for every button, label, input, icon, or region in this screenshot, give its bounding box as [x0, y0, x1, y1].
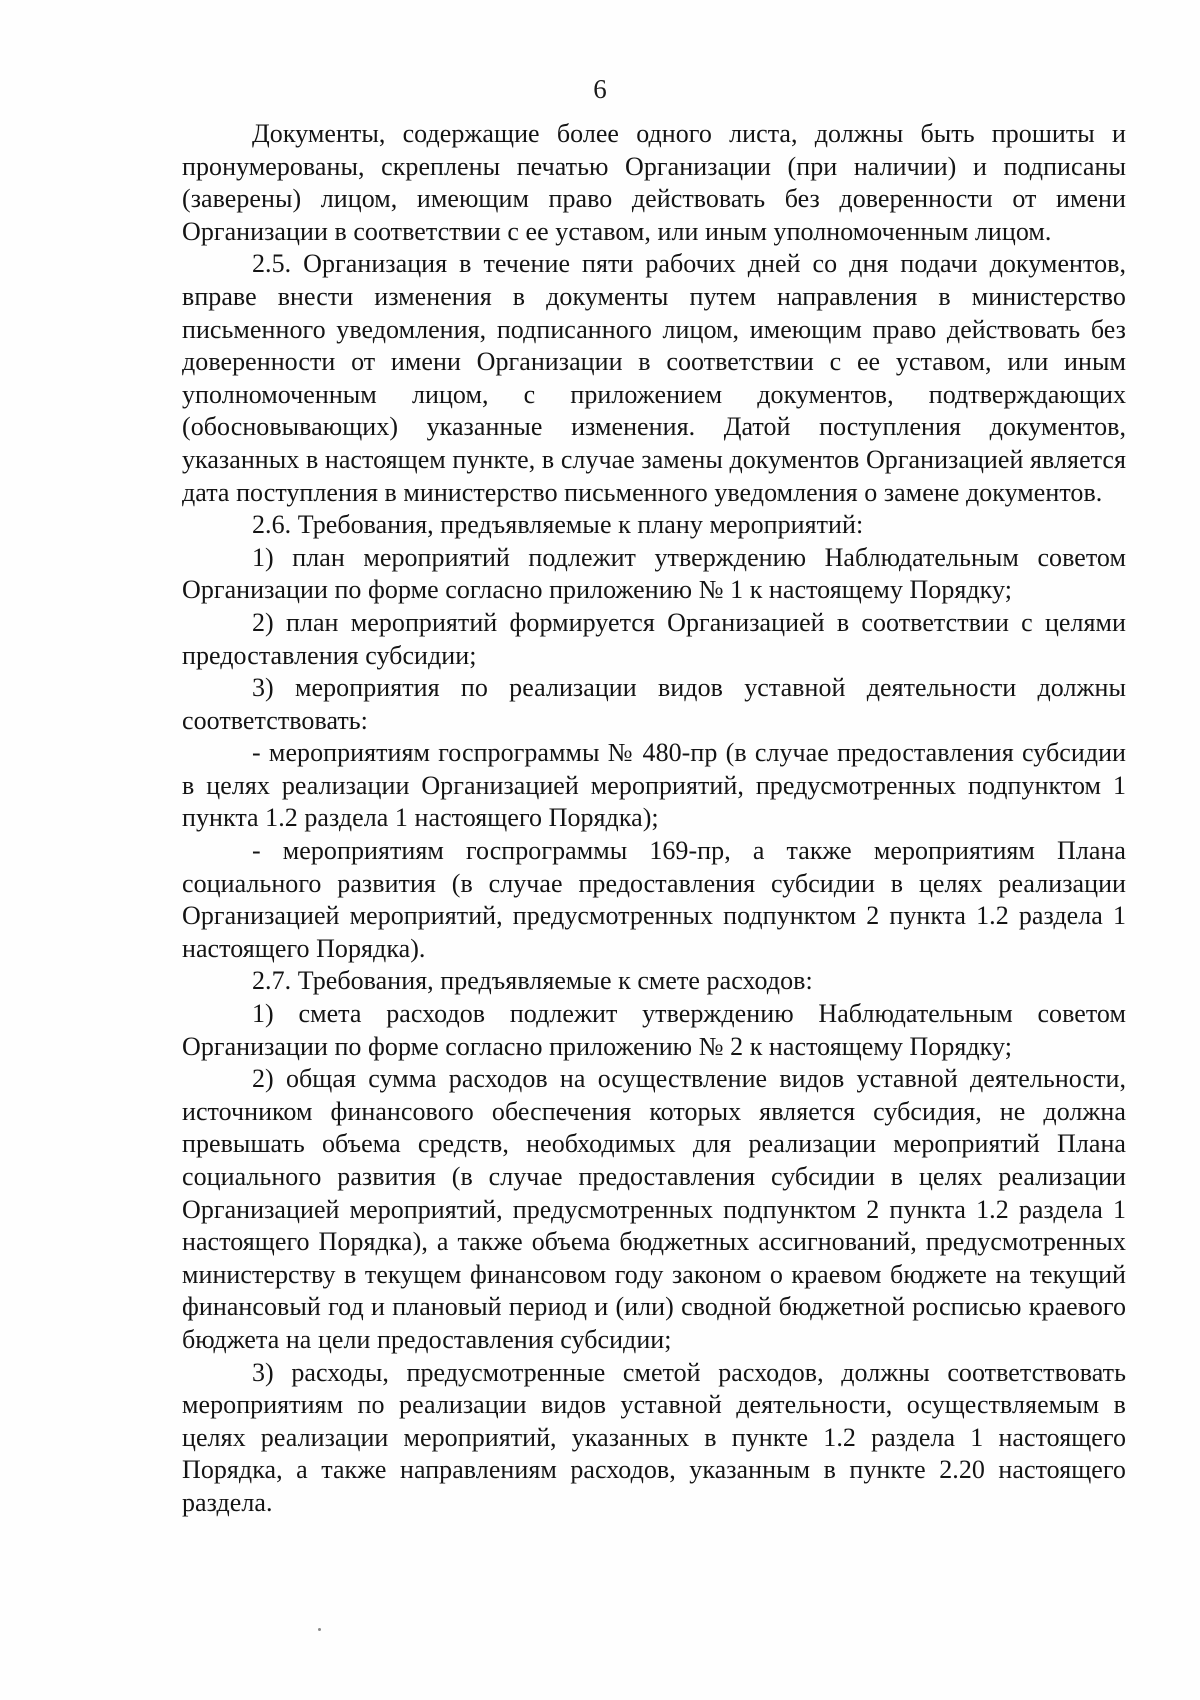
document-body — [182, 118, 1126, 1520]
page-number: 6 — [593, 74, 607, 104]
paragraph-2-7-heading: 2.7. Требования, предъявляемые к смете расходов: — [252, 966, 813, 996]
paragraph-2-5: 2.5. Организация в течение пяти рабочих дней со дня подачи документов, вправе внести изменения в документы путем направления в министерство письменного уведомления, подписанного лицом, имеющим право действовать без доверенности от имени Организации в соответствии с ее уставом, или иным уполномоченным лицом, с приложением документов, подтверждающих (обосновывающих) указанные изменения. Датой поступления документов, указанных в настоящем пункте, в случае замены документов Организацией является дата поступления в министерство письменного уведомления о замене документов. — [182, 249, 1126, 507]
paragraph-2-7-item-2: 2) общая сумма расходов на осуществление видов уставной деятельности, источником финансового обеспечения которых является субсидия, не должна превышать объема средств, необходимых для реализации мероприятий Плана социального развития (в случае предоставления субсидии в целях реализации Организацией мероприятий, предусмотренных подпунктом 2 пункта 1.2 раздела 1 настоящего Порядка), а также объема бюджетных ассигнований, предусмотренных министерству в текущем финансовом году законом о краевом бюджете на текущий финансовый год и плановый период и (или) сводной бюджетной росписью краевого бюджета на цели предоставления субсидии; — [182, 1064, 1126, 1354]
paragraph-2-7-item-3: 3) расходы, предусмотренные сметой расходов, должны соответствовать мероприятиям по реализации видов уставной деятельности, осуществляемым в целях реализации мероприятий, указанных в пункте 1.2 раздела 1 настоящего Порядка, а также направлениям расходов, указанным в пункте 2.20 настоящего раздела. — [182, 1357, 1126, 1517]
paragraph-documents-binding: Документы, содержащие более одного листа, должны быть прошиты и пронумерованы, скреплены печатью Организации (при наличии) и подписаны (заверены) лицом, имеющим право действовать без доверенности от имени Организации в соответствии с ее уставом, или иным уполномоченным лицом. — [182, 119, 1126, 246]
paragraph-2-6-item-3-dash-1: - мероприятиям госпрограммы № 480-пр (в случае предоставления субсидии в целях реализации Организацией мероприятий, предусмотренных подпунктом 1 пункта 1.2 раздела 1 настоящего Порядка); — [182, 738, 1126, 833]
paragraph-2-6-item-1: 1) план мероприятий подлежит утверждению Наблюдательным советом Организации по форме согласно приложению № 1 к настоящему Порядку; — [182, 542, 1126, 605]
paragraph-2-6-heading: 2.6. Требования, предъявляемые к плану мероприятий: — [252, 510, 864, 540]
paragraph-2-6-item-3: 3) мероприятия по реализации видов уставной деятельности должны соответствовать: — [182, 673, 1126, 735]
paragraph-2-6-item-2: 2) план мероприятий формируется Организацией в соответствии с целями предоставления субсидии; — [182, 607, 1126, 670]
paragraph-2-6-item-3-dash-2: - мероприятиям госпрограммы 169-пр, а также мероприятиям Плана социального развития (в случае предоставления субсидии в целях реализации Организацией мероприятий, предусмотренных подпунктом 2 пункта 1.2 раздела 1 настоящего Порядка). — [182, 836, 1126, 963]
scan-speck — [318, 1628, 321, 1631]
paragraph-2-7-item-1: 1) смета расходов подлежит утверждению Наблюдательным советом Организации по форме согласно приложению № 2 к настоящему Порядку; — [182, 999, 1126, 1061]
